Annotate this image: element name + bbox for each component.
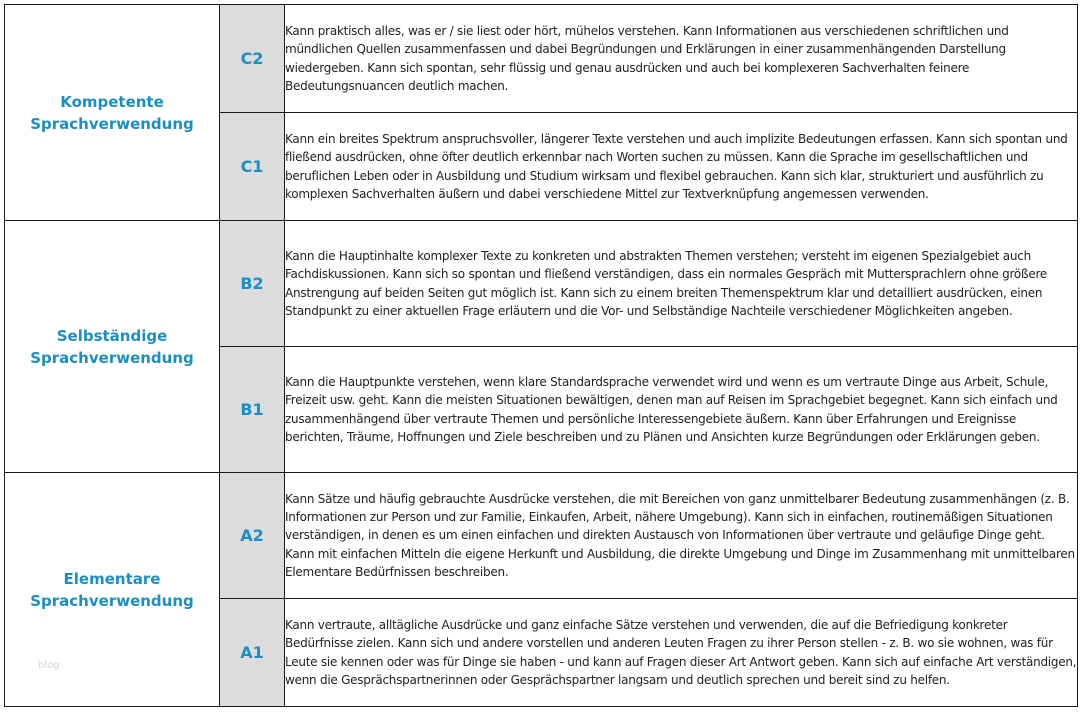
level-code: A1	[220, 599, 285, 707]
watermark: blog	[38, 660, 60, 671]
level-description: Kann vertraute, alltägliche Ausdrücke und ganz einfache Sätze verstehen und verwenden, die auf die Befriedigung konkreter Bedürfnisse zielen. Kann sich und andere vorstellen und anderen Leuten Fragen zu ihrer Person stellen - z. B. wo sie wohnen, was für Leute sie kennen oder was für Dinge sie haben - und kann auf Fragen dieser Art Antwort geben. Kann sich auf einfache Art verständigen, wenn die Gesprächspartnerinnen oder Gesprächspartner langsam und deutlich sprechen und bereit sind zu helfen.	[285, 618, 1077, 687]
level-row-c2	[5, 5, 1078, 113]
level-description: Kann praktisch alles, was er / sie liest oder hört, mühelos verstehen. Kann Informationen aus verschiedenen schriftlichen und mündlichen Quellen zusammenfassen und dabei Begründungen und Erklärungen in einer zusammenhängenden Darstellung wiedergeben. Kann sich spontan, sehr flüssig und genau ausdrücken und auch bei komplexeren Sachverhalten feinere Bedeutungsnuancen deutlich machen.	[285, 24, 1009, 93]
level-description-cell	[285, 221, 1078, 347]
level-description-cell	[285, 473, 1078, 599]
level-description: Kann Sätze und häufig gebrauchte Ausdrücke verstehen, die mit Bereichen von ganz unmittelbarer Bedeutung zusammenhängen (z. B. Informationen zur Person und zur Familie, Einkaufen, Arbeit, nähere Umgebung). Kann sich in einfachen, routinemäßigen Situationen verständigen, in denen es um einen einfachen und direkten Austausch von Informationen über vertraute und geläufige Dinge geht. Kann mit einfachen Mitteln die eigene Herkunft und Ausbildung, die direkte Umgebung und Dinge im Zusammenhang mit unmittelbaren Elementare Bedürfnissen beschreiben.	[285, 491, 1075, 579]
group-cell-kompetente	[5, 5, 220, 221]
level-description: Kann die Hauptpunkte verstehen, wenn klare Standardsprache verwendet wird und wenn es um vertraute Dinge aus Arbeit, Schule, Freizeit usw. geht. Kann die meisten Situationen bewältigen, denen man auf Reisen im Sprachgebiet begegnet. Kann sich einfach und zusammenhängend über vertraute Themen und persönliche Interessengebiete äußern. Kann über Erfahrungen und Ereignisse berichten, Träume, Hoffnungen und Ziele beschreiben und zu Plänen und Ansichten kurze Begründungen oder Erklärungen geben.	[285, 375, 1058, 444]
level-row-b2	[5, 221, 1078, 347]
level-code: C1	[220, 113, 285, 221]
level-description: Kann die Hauptinhalte komplexer Texte zu konkreten und abstrakten Themen verstehen; versteht im eigenen Spezialgebiet auch Fachdiskussionen. Kann sich so spontan und fließend verständigen, dass ein normales Gespräch mit Muttersprachlern ohne größere Anstrengung auf beiden Seiten gut möglich ist. Kann sich zu einem breiten Themenspektrum klar und detailliert ausdrücken, einen Standpunkt zu einer aktuellen Frage erläutern und die Vor- und Selbständige Nachteile verschiedener Möglichkeiten angeben.	[285, 249, 1048, 318]
group-cell-selbstaendige	[5, 221, 220, 473]
level-row-a2	[5, 473, 1078, 599]
level-description-cell	[285, 113, 1078, 221]
group-cell-elementare	[5, 473, 220, 707]
group-label: Elementare Sprachverwendung	[30, 569, 194, 610]
level-description-cell	[285, 599, 1078, 707]
level-description: Kann ein breites Spektrum anspruchsvoller, längerer Texte verstehen und auch implizite Bedeutungen erfassen. Kann sich spontan und fließend ausdrücken, ohne öfter deutlich erkennbar nach Worten suchen zu müssen. Kann die Sprache im gesellschaftlichen und beruflichen Leben oder in Ausbildung und Studium wirksam und flexibel gebrauchen. Kann sich klar, strukturiert und ausführlich zu komplexen Sachverhalten äußern und dabei verschiedene Mittel zur Textverknüpfung angemessen verwenden.	[285, 132, 1068, 201]
level-code: B1	[220, 347, 285, 473]
language-levels-table	[4, 4, 1078, 707]
level-description-cell	[285, 347, 1078, 473]
level-description-cell	[285, 5, 1078, 113]
level-code: A2	[220, 473, 285, 599]
level-code: C2	[220, 5, 285, 113]
group-label: Kompetente Sprachverwendung	[30, 92, 194, 133]
group-label: Selbständige Sprachverwendung	[30, 326, 194, 367]
level-code: B2	[220, 221, 285, 347]
